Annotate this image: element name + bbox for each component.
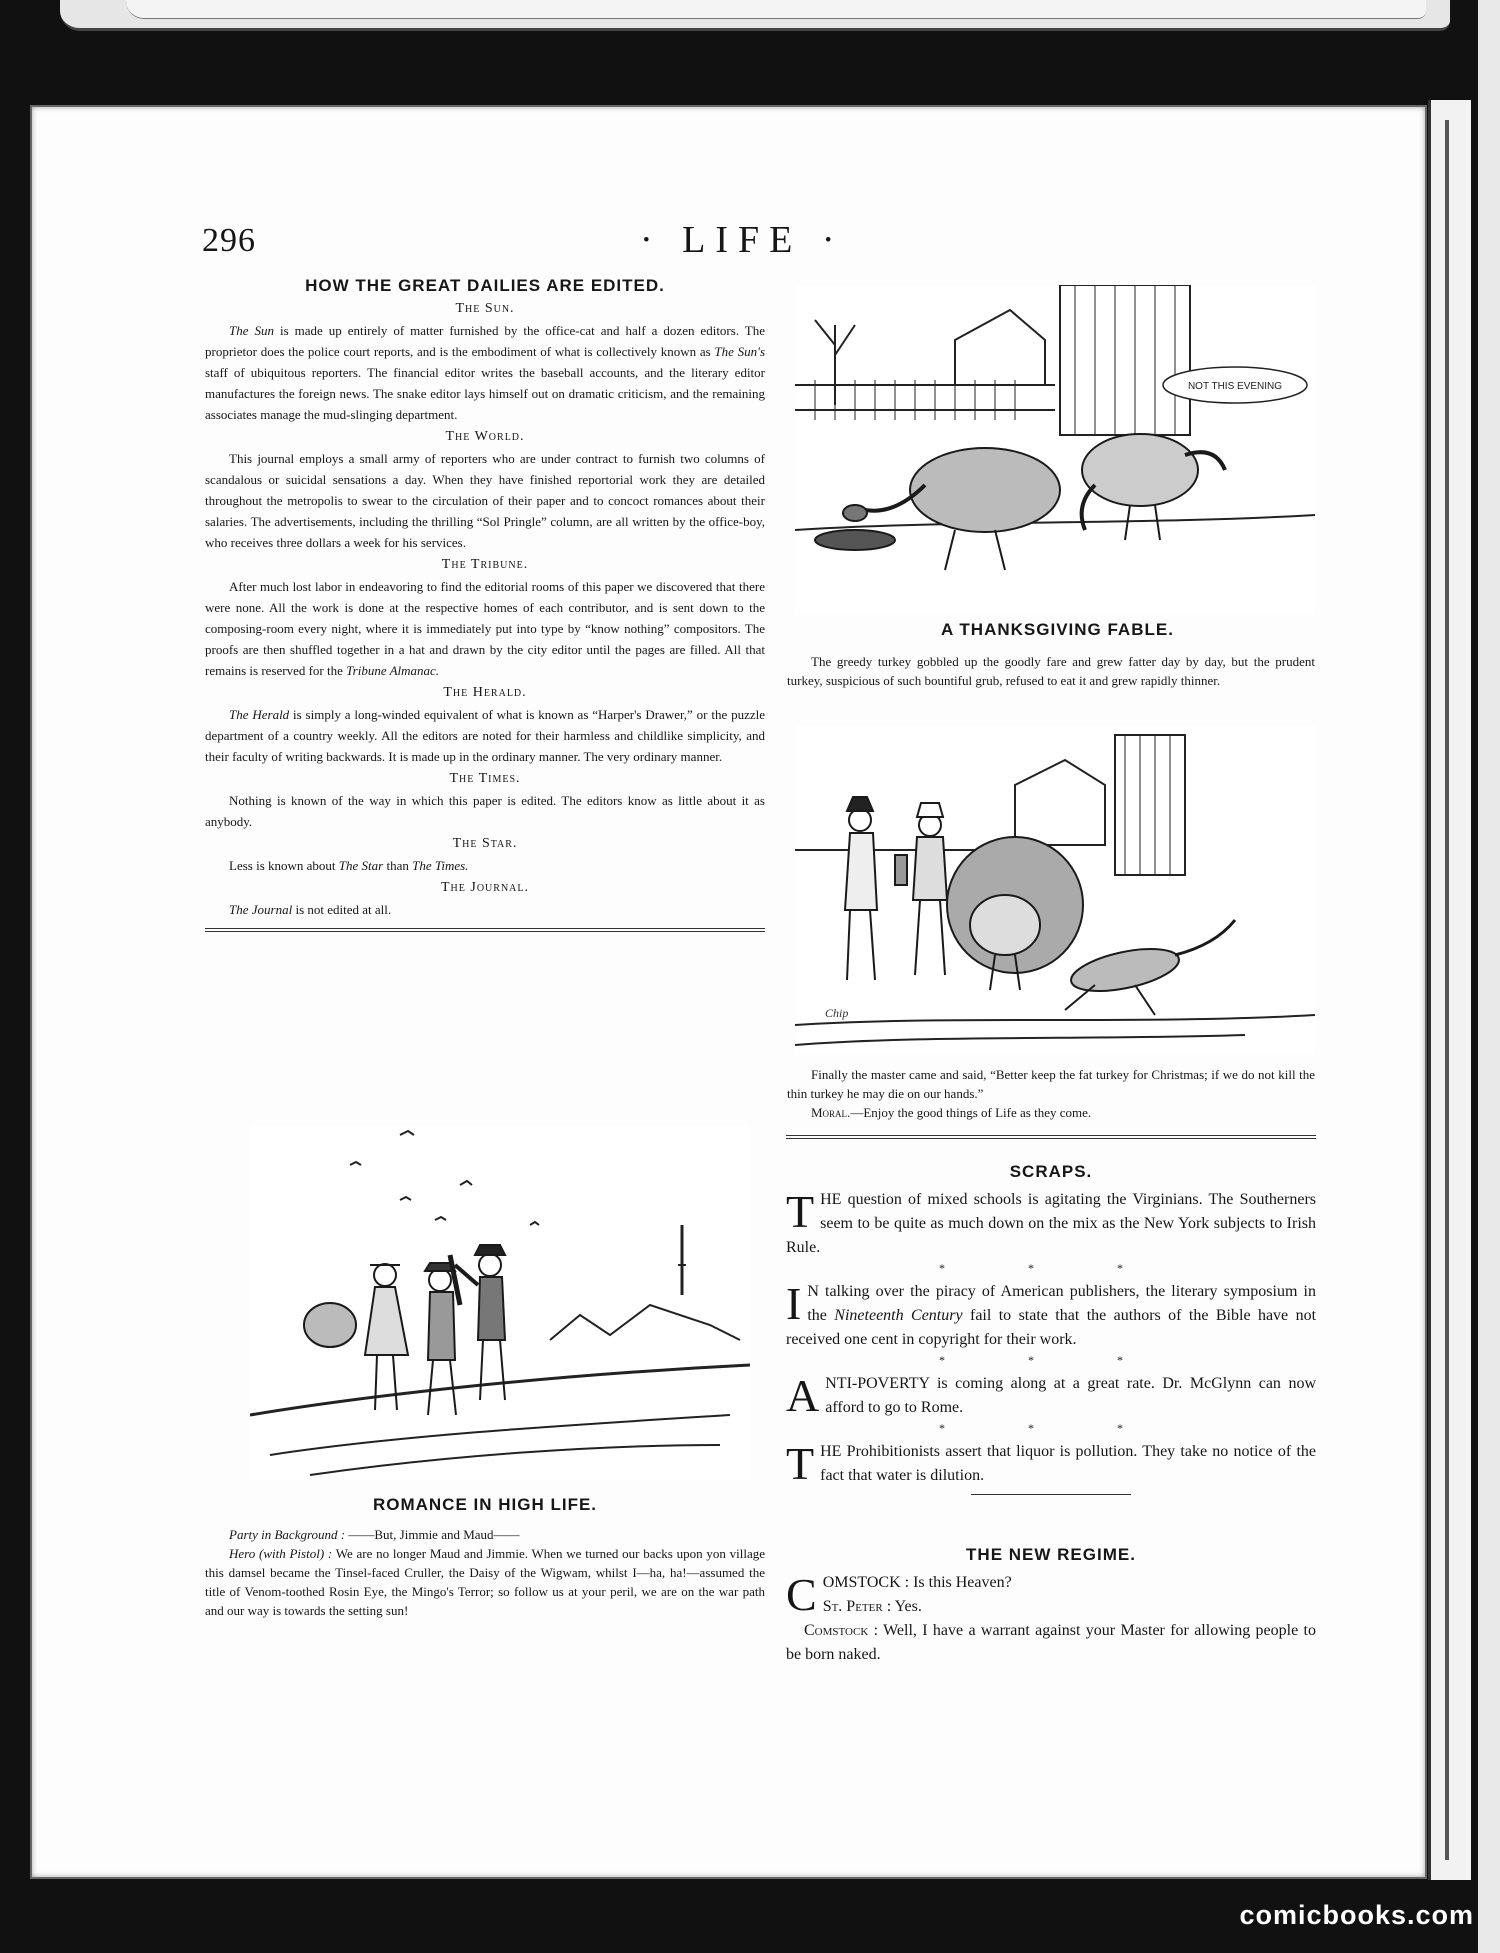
fable-illustration-2 <box>795 725 1315 1055</box>
scan-margin <box>1478 0 1500 1953</box>
world-paragraph: This journal employs a small army of reporters who are under contract to furnish two columns of scandalous or suicidal sensations a day. When they have finished reportorial work they are detailed throughout the metropolis to swear to the circulation of their paper and to concoct romances about their salaries. The advertisements, including the thrilling “Sol Pringle” column, are all written by the office-boy, who receives three dollars a week for his services. <box>205 451 765 550</box>
herald-paragraph: The Herald is simply a long-winded equivalent of what is known as “Harper's Drawer,” or the puzzle department of a country weekly. All the editors are noted for their harmless and childlike simplicity, and their faculty of writing backwards. It is made up in the ordinary manner. The very ordinary manner. <box>205 707 765 764</box>
star-separator: * * * <box>939 1353 1163 1367</box>
regime-line-3: Comstock : Well, I have a warrant against your Master for allowing people to be born naked. <box>786 1622 1316 1663</box>
fable-caption-2 <box>787 1065 1315 1122</box>
previous-page-edge <box>60 0 1450 31</box>
tribune-heading: The Tribune. <box>441 557 529 572</box>
scrap-item: ANTI-POVERTY is coming along at a great rate. Dr. McGlynn can now afford to go to Rome. <box>786 1370 1316 1421</box>
fable-caption-2-text: Finally the master came and said, “Better keep the fat turkey for Christmas; if we do not kill the thin turkey he may die on our hands.” <box>787 1067 1315 1101</box>
dropcap: C <box>786 1569 817 1620</box>
fable-title: A THANKSGIVING FABLE. <box>941 620 1174 639</box>
world-heading: The World. <box>445 429 525 444</box>
romance-line-1: Party in Background : ——But, Jimmie and Maud—— <box>229 1527 520 1542</box>
scrap-item: I N talking over the piracy of American publishers, the literary symposium in the Nineteenth Century fail to state that the authors of the Bible have not received one cent in copyright for their work. <box>786 1278 1317 1348</box>
regime-line-2: St. Peter : Yes. <box>822 1598 922 1615</box>
star-paragraph: Less is known about The Star than The Times. <box>229 858 469 873</box>
regime-title: THE NEW REGIME. <box>966 1545 1136 1564</box>
fable-moral: Moral.—Enjoy the good things of Life as they come. <box>811 1105 1092 1120</box>
section-divider <box>205 928 765 932</box>
dropcap: I <box>786 1278 802 1329</box>
star-heading: The Star. <box>452 836 518 851</box>
short-divider <box>971 1494 1131 1495</box>
scrap-item: THE Prohibitionists assert that liquor is pollution. They take no notice of the fact that water is dilution. <box>786 1438 1316 1489</box>
journal-heading: The Journal. <box>441 880 529 895</box>
page-number: 296 <box>202 222 256 259</box>
scraps-title: SCRAPS. <box>1009 1162 1093 1181</box>
tribune-paragraph: After much lost labor in endeavoring to find the editorial rooms of this paper we discovered that there were none. All the work is done at the respective homes of each contributor, and is sent down to the composing-room every night, where it is immediately put into type by “know nothing” compositors. The proofs are then shuffled together in a hat and drawn by the city editor until the pages are filled. All that remains is reserved for the Tribune Almanac. <box>205 579 765 678</box>
artist-signature: Chip <box>825 1006 849 1020</box>
new-regime-section <box>786 1543 1316 1667</box>
dailies-title: HOW THE GREAT DAILIES ARE EDITED. <box>305 276 665 295</box>
sun-paragraph: The Sun is made up entirely of matter furnished by the office-cat and half a dozen editors. The proprietor does the police court reports, and is the embodiment of what is collectively known as The Sun's staff of ubiquitous reporters. The financial editor writes the baseball accounts, and the literary editor manufactures the foreign news. The snake editor lays himself out on dramatic criticism, and the remaining associates manage the mud-slinging department. <box>205 323 766 422</box>
dropcap: T <box>786 1438 815 1489</box>
romance-dialogue <box>205 1525 765 1620</box>
scrap-item: THE question of mixed schools is agitating the Virginians. The Southerners seem to be quite as much down on the mix as the New York subjects to Irish Rule. <box>786 1186 1316 1256</box>
site-watermark: comicbooks.com <box>1239 1900 1474 1930</box>
sun-heading: The Sun. <box>455 301 515 316</box>
scraps-divider <box>786 1135 1316 1139</box>
fable-caption-1: The greedy turkey gobbled up the goodly fare and grew fatter day by day, but the prudent turkey, suspicious of such bountiful grub, refused to eat it and grew rapidly thinner. <box>787 654 1315 688</box>
turkeys-eating-drawing <box>795 285 1315 615</box>
romance-title: ROMANCE IN HIGH LIFE. <box>372 1495 598 1514</box>
romance-illustration <box>250 1125 750 1480</box>
romance-line-2: Hero (with Pistol) : We are no longer Maud and Jimmie. When we turned our backs upon yon village this damsel became the Tinsel-faced Cruller, the Daisy of the Wigwam, whilst I—ha, ha!—assumed the title of Venom-toothed Rosin Eye, the Mingo's Terror; so follow us at your peril, we are on the war path and our way is towards the setting sun! <box>205 1546 765 1618</box>
star-separator: * * * <box>939 1261 1163 1275</box>
fable-illustration-1 <box>795 285 1315 615</box>
star-separator: * * * <box>939 1421 1163 1435</box>
regime-line-1: COMSTOCK : Is this Heaven? <box>786 1569 1012 1620</box>
next-page-edge <box>1428 100 1471 1880</box>
speech-text: NOT THIS EVENING <box>1187 381 1283 392</box>
times-heading: The Times. <box>449 771 521 786</box>
scraps-section <box>786 1160 1316 1505</box>
journal-paragraph: The Journal is not edited at all. <box>229 902 392 917</box>
dropcap: A <box>786 1370 820 1421</box>
dailies-article <box>205 275 765 940</box>
dropcap: T <box>786 1186 815 1237</box>
master-and-turkeys-drawing <box>795 725 1315 1055</box>
times-paragraph: Nothing is known of the way in which this paper is edited. The editors know as little about it as anybody. <box>205 793 765 829</box>
herald-heading: The Herald. <box>443 685 527 700</box>
masthead: · LIFE · <box>640 219 845 261</box>
romance-drawing <box>250 1125 750 1480</box>
